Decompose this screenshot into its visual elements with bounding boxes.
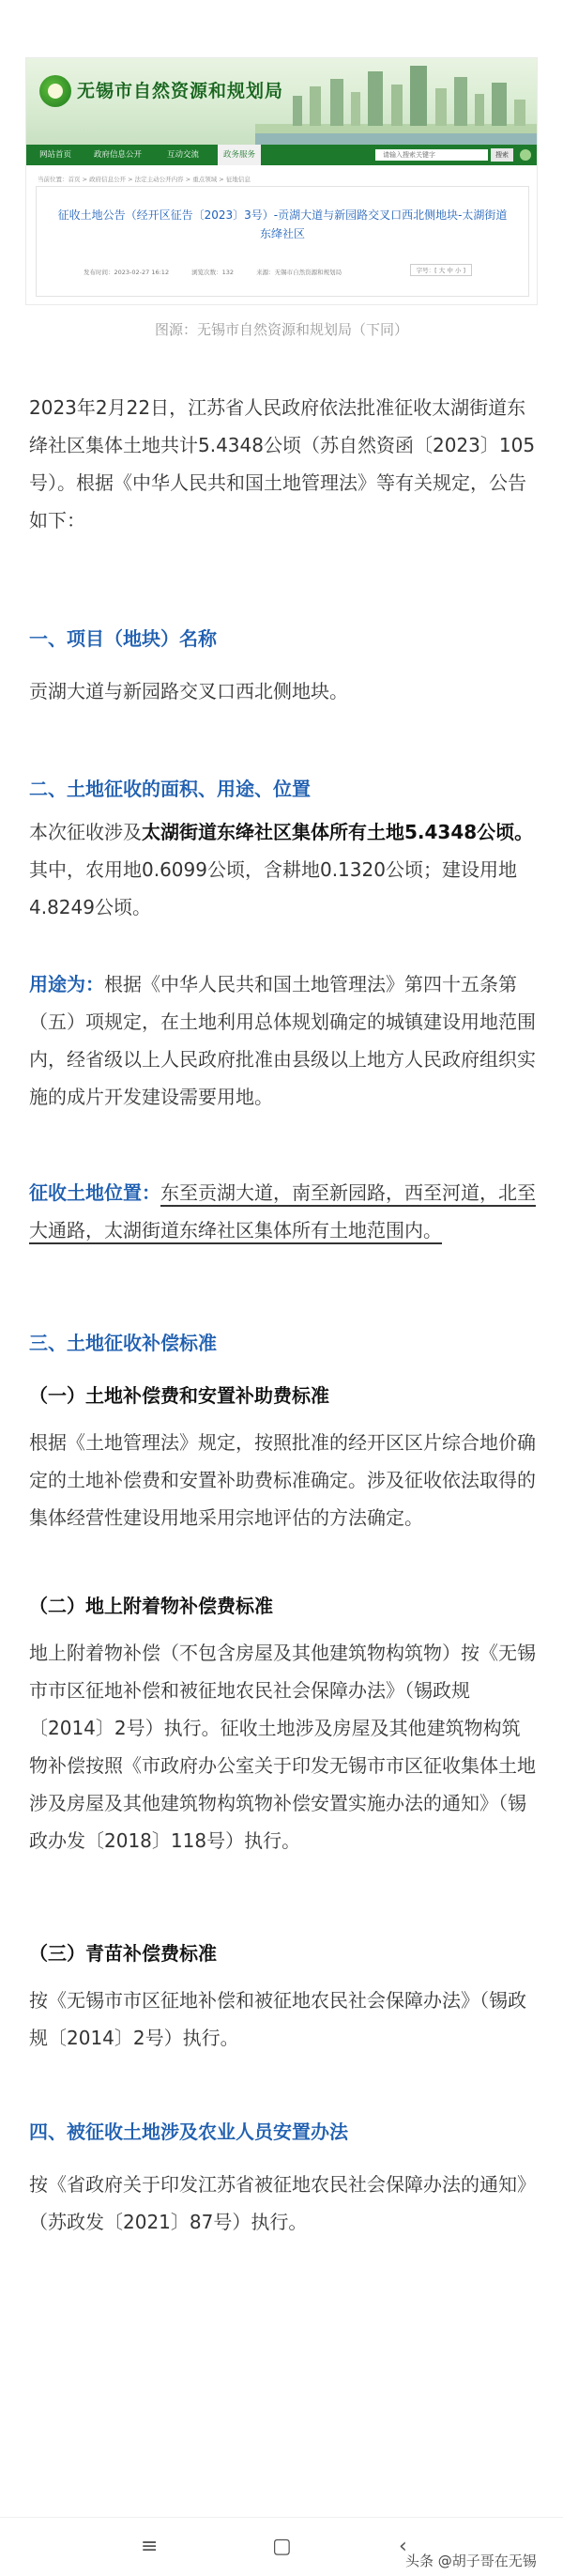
section-3-heading: 三、土地征收补偿标准 xyxy=(29,1332,217,1354)
image-caption: 图源：无锡市自然资源和规划局（下同） xyxy=(154,321,408,338)
area-text-bold: 太湖街道东绛社区集体所有土地5.4348公顷。 xyxy=(142,821,534,843)
section-3-sub1-heading: （一）土地补偿费和安置补助费标准 xyxy=(29,1384,329,1407)
section-2-location-paragraph xyxy=(29,1174,536,1249)
breadcrumb: 当前位置：首页 > 政府信息公开 > 法定主动公开内容 > 重点领域 > 征地信息 xyxy=(38,176,251,183)
use-label: 用途为： xyxy=(29,973,104,995)
section-3-sub3-body: 按《无锡市市区征地补偿和被征地农民社会保障办法》（锡政规〔2014〕2号）执行。 xyxy=(29,1989,526,2049)
nav-home[interactable]: 网站首页 xyxy=(39,150,72,160)
section-3-sub2-body: 地上附着物补偿（不包含房屋及其他建筑物构筑物）按《无锡市市区征地补偿和被征地农民社会保障办法》（锡政规〔2014〕2号）执行。征收土地涉及房屋及其他建筑物构筑物补偿按照《市政府办公室关于印发无锡市市区征收集体土地涉及房屋及其他建筑物构筑物补偿安置实施办法的通知》（锡政办发〔2018〕118号）执行。 xyxy=(29,1642,536,1852)
nav-interaction[interactable]: 互动交流 xyxy=(167,150,200,160)
section-3-sub1-body: 根据《土地管理法》规定，按照批准的经开区区片综合地价确定的土地补偿费和安置补助费标准确定。涉及征收依法取得的集体经营性建设用地采用宗地评估的方法确定。 xyxy=(29,1431,536,1529)
section-3-sub3-heading: （三）青苗补偿费标准 xyxy=(29,1942,217,1965)
city-skyline-icon xyxy=(255,58,537,145)
nav-gov-service[interactable]: 政务服务 xyxy=(218,145,261,165)
home-icon[interactable]: ▢ xyxy=(272,2535,292,2558)
source-watermark: 头条 @胡子哥在无锡 xyxy=(405,2553,537,2569)
intro-paragraph: 2023年2月22日，江苏省人民政府依法批准征收太湖街道东绛社区集体土地共计5.4348公顷（苏自然资函〔2023〕105号）。根据《中华人民共和国土地管理法》等有关规定，公告如下： xyxy=(29,396,536,532)
bureau-logo-icon xyxy=(39,75,71,107)
section-3-sub2-heading: （二）地上附着物补偿费标准 xyxy=(29,1595,273,1617)
section-4-heading: 四、被征收土地涉及农业人员安置办法 xyxy=(29,2121,348,2143)
bureau-name: 无锡市自然资源和规划局 xyxy=(77,81,284,101)
back-icon[interactable]: ‹ xyxy=(399,2535,407,2558)
location-label: 征收土地位置： xyxy=(29,1181,160,1204)
notice-meta xyxy=(84,268,362,276)
font-size-switcher[interactable]: 字号：[ 大 中 小 ] xyxy=(410,264,472,276)
website-search-button[interactable]: 搜索 xyxy=(491,148,513,162)
website-screenshot xyxy=(26,58,537,304)
location-text: 东至贡湖大道，南至新园路，西至河道，北至大通路，太湖街道东绛社区集体所有土地范围内。 xyxy=(29,1181,536,1242)
section-2-heading: 二、土地征收的面积、用途、位置 xyxy=(29,778,311,800)
section-1-body: 贡湖大道与新园路交叉口西北侧地块。 xyxy=(29,680,348,702)
notice-views: 浏览次数：132 xyxy=(191,269,235,276)
section-2-area-paragraph xyxy=(29,813,536,926)
section-1-heading: 一、项目（地块）名称 xyxy=(29,627,217,650)
menu-icon[interactable]: ≡ xyxy=(141,2535,159,2558)
website-banner xyxy=(26,58,537,145)
notice-source: 来源：无锡市自然资源和规划局 xyxy=(256,269,342,276)
notice-title: 征收土地公告（经开区征告〔2023〕3号）-贡湖大道与新园路交叉口西北侧地块-太湖街道东绛社区 xyxy=(57,208,508,240)
website-nav xyxy=(26,145,537,165)
area-text-b: 其中，农用地0.6099公顷，含耕地0.1320公顷；建设用地4.8249公顷。 xyxy=(29,858,517,918)
notice-date: 发布时间：2023-02-27 16:12 xyxy=(84,269,170,276)
nav-gov-info[interactable]: 政府信息公开 xyxy=(94,150,143,160)
area-text-a: 本次征收涉及 xyxy=(29,821,142,843)
section-4-body: 按《省政府关于印发江苏省被征地农民社会保障办法的通知》（苏政发〔2021〕87号）执行。 xyxy=(29,2173,536,2233)
use-text: 根据《中华人民共和国土地管理法》第四十五条第（五）项规定，在土地利用总体规划确定的城镇建设用地范围内，经省级以上人民政府批准由县级以上地方人民政府组织实施的成片开发建设需要用地。 xyxy=(29,973,536,1108)
section-2-use-paragraph xyxy=(29,965,536,1116)
accessibility-icon[interactable] xyxy=(520,149,531,161)
notice-panel xyxy=(36,186,529,297)
website-search-input[interactable]: 请输入搜索关键字 xyxy=(375,149,488,161)
